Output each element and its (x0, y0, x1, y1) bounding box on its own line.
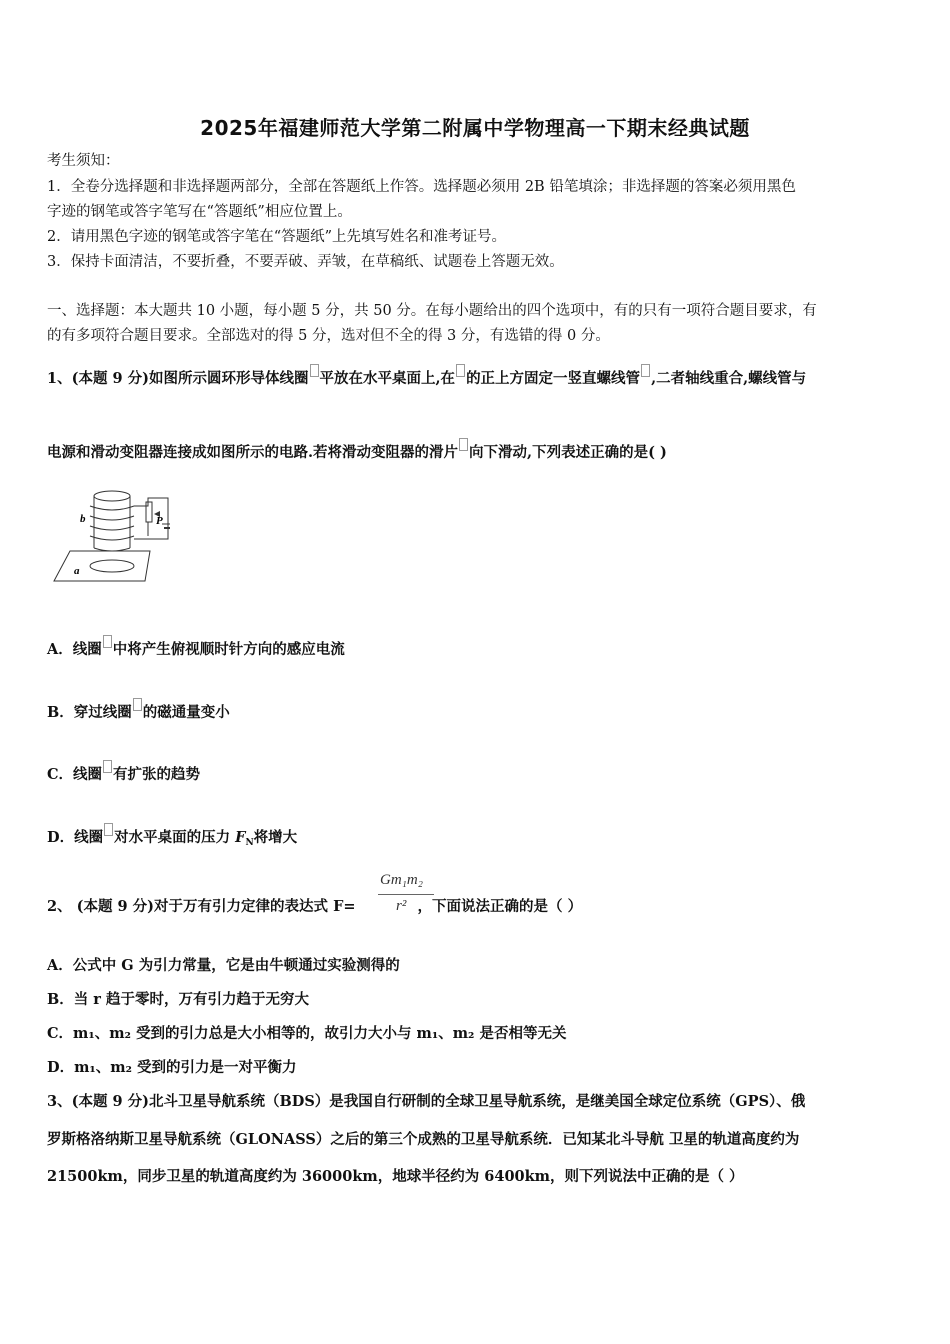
notice-heading: 考生须知： (47, 153, 120, 169)
option-text: 的磁通量变小 (142, 704, 230, 721)
q2-option-b: B．当 r 趋于零时，万有引力趋于无穷大 (47, 991, 309, 1008)
q2-text-part: 2、 (本题 9 分)对于万有引力定律的表达式 F= (47, 898, 356, 915)
label-b: b (80, 513, 86, 525)
fraction-bar (378, 894, 434, 895)
solenoid-coil-figure (50, 484, 170, 584)
gravitation-formula (376, 872, 436, 920)
missing-glyph-box (103, 635, 112, 648)
option-text: 有扩张的趋势 (113, 766, 201, 783)
page-title: 2025年福建师范大学第二附属中学物理高一下期末经典试题 (200, 116, 750, 140)
force-symbol: F (235, 829, 246, 846)
notice-item-2: 2．请用黑色字迹的钢笔或答字笔在“答题纸”上先填写姓名和准考证号。 (47, 229, 507, 245)
option-text: C．线圈 (47, 766, 103, 783)
q1-text-part: 1、(本题 9 分)如图所示圆环形导体线圈 (47, 370, 309, 387)
option-text: 对水平桌面的压力 (114, 829, 236, 846)
q3-stem-line1: 3、(本题 9 分)北斗卫星导航系统（BDS）是我国自行研制的全球卫星导航系统，是继美国全球定位系统（GPS）、俄 (47, 1093, 806, 1110)
missing-glyph-box (103, 760, 112, 773)
q3-stem-line2: 罗斯格洛纳斯卫星导航系统（GLONASS）之后的第三个成熟的卫星导航系统．已知某北斗导航 卫星的轨道高度约为 (47, 1131, 800, 1148)
option-text: B．穿过线圈 (47, 704, 132, 721)
force-subscript: N (245, 838, 254, 848)
q2-text-part: ，下面说法正确的是（ ） (417, 898, 583, 915)
formula-numerator: Gm₁m₂ (380, 872, 423, 888)
q1-option-d (47, 823, 907, 853)
q2-stem (47, 897, 907, 917)
missing-glyph-box (456, 364, 465, 377)
q2-option-d: D．m₁、m₂ 受到的引力是一对平衡力 (47, 1059, 297, 1076)
missing-glyph-box (641, 364, 650, 377)
q1-text-part: 的正上方固定一竖直螺线管 (466, 370, 641, 387)
q1-option-b (47, 698, 907, 723)
q1-text-part: 平放在水平桌面上,在 (319, 370, 456, 387)
option-text: D．线圈 (47, 829, 104, 846)
q1-option-a (47, 635, 907, 660)
notice-item-1b: 字迹的钢笔或答字笔写在“答题纸”相应位置上。 (47, 204, 352, 220)
section-intro-1: 一、选择题：本大题共 10 小题，每小题 5 分，共 50 分。在每小题给出的四个选项中，有的只有一项符合题目要求，有 (47, 303, 817, 319)
q1-stem-line1 (47, 364, 907, 389)
notice-item-1a: 1．全卷分选择题和非选择题两部分，全部在答题纸上作答。选择题必须用 2B 铅笔填涂；非选择题的答案必须用黑色 (47, 179, 796, 195)
label-a: a (74, 565, 80, 577)
missing-glyph-box (104, 823, 113, 836)
q3-stem-line3: 21500km，同步卫星的轨道高度约为 36000km，地球半径约为 6400km，则下列说法中正确的是（ ） (47, 1168, 744, 1185)
option-text: 中将产生俯视顺时针方向的感应电流 (112, 641, 345, 658)
q2-option-c: C．m₁、m₂ 受到的引力总是大小相等的，故引力大小与 m₁、m₂ 是否相等无关 (47, 1025, 567, 1042)
option-text: A．线圈 (47, 641, 102, 658)
label-p: P (156, 515, 163, 527)
section-intro-2: 的有多项符合题目要求。全部选对的得 5 分，选对但不全的得 3 分，有选错的得 0 分。 (47, 328, 610, 344)
q1-text-part: ,二者轴线重合,螺线管与 (651, 370, 807, 387)
missing-glyph-box (459, 438, 468, 451)
q1-text-part: 电源和滑动变阻器连接成如图所示的电路.若将滑动变阻器的滑片 (47, 444, 459, 461)
option-text: 将增大 (253, 829, 298, 846)
notice-item-3: 3．保持卡面清洁，不要折叠，不要弄破、弄皱，在草稿纸、试题卷上答题无效。 (47, 254, 564, 270)
missing-glyph-box (133, 698, 142, 711)
q2-option-a: A．公式中 G 为引力常量，它是由牛顿通过实验测得的 (47, 957, 400, 974)
q1-text-part: 向下滑动,下列表述正确的是( ) (469, 444, 667, 461)
q1-stem-line2 (47, 438, 907, 463)
missing-glyph-box (310, 364, 319, 377)
formula-denominator: r² (396, 898, 407, 914)
q1-option-c (47, 760, 907, 785)
